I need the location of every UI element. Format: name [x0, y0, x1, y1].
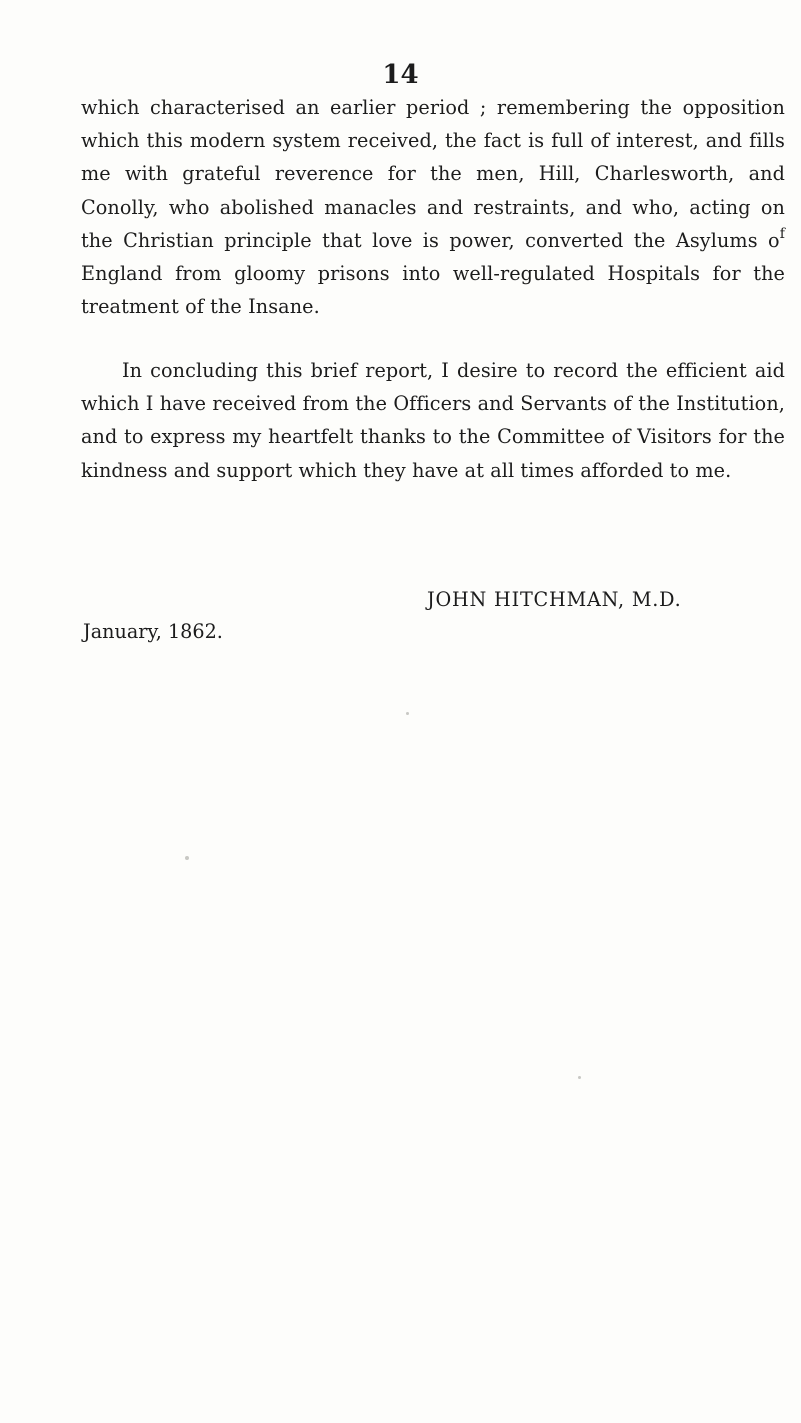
- paper-speck: [185, 856, 189, 860]
- signature-name: JOHN HITCHMAN, M.D.: [427, 588, 682, 611]
- paragraph-2: In concluding this brief report, I desire to record the efficient aid which I have received from the Officers and Servants of the Institution, and to express my heartfelt thanks to the Committee of Visitors for the kindness and support which they have at all times afforded to me.: [81, 359, 785, 482]
- page-number: 14: [382, 60, 419, 90]
- superscript-letter: f: [779, 225, 785, 242]
- paper-speck: [406, 712, 409, 715]
- paragraph-1-continuation: England from gloomy prisons into well-regulated Hospitals for the treatment of the Insane.: [81, 262, 785, 319]
- paragraph-1-text: which characterised an earlier period ; remembering the opposition which this modern system received, the fact is full of interest, and fills me with grateful reverence for the men, Hill, Charlesworth, and Conolly, who abolished manacles and restraints, and who, acting on the Christian principle that love is power, converted the Asylums o: [81, 96, 785, 252]
- signature-date: January, 1862.: [83, 620, 223, 643]
- paragraph-1: [81, 91, 785, 323]
- paper-speck: [578, 1076, 581, 1079]
